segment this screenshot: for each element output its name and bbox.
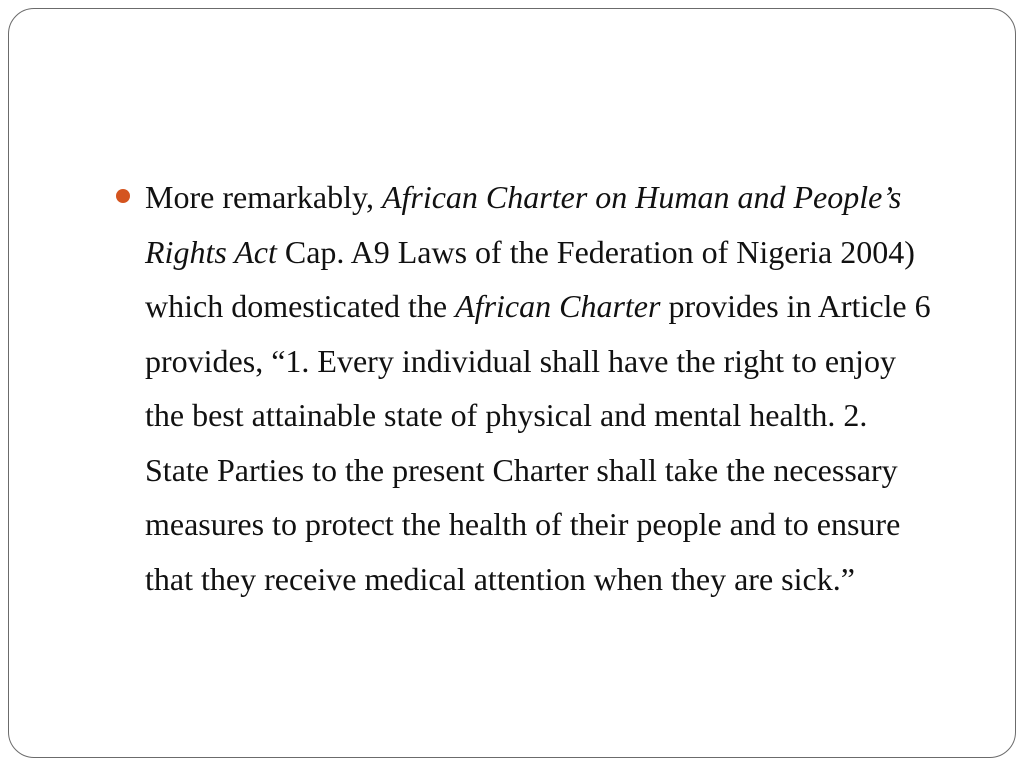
bullet-text-quote: provides in Article 6 provides, “1. Every individual shall have the right to enjoy the best attainable state of physical and mental health. 2. State Parties to the present Charter shall take the necessary measures to protect the health of their people and to ensure that they receive medical attention when they are sick.” [145, 288, 931, 597]
bullet-item [116, 170, 936, 606]
bullet-text-citation: Cap. A9 Laws of the Federation of Nigeria 2004) which domesticated the [145, 233, 915, 324]
slide-content [116, 170, 936, 606]
charter-title: African Charter [455, 288, 661, 324]
bullet-dot-icon [116, 189, 130, 203]
charter-act-title: African Charter on Human and People’s Rights Act [145, 179, 902, 270]
bullet-text-intro: More remarkably, [145, 179, 382, 215]
bullet-text [145, 179, 931, 597]
